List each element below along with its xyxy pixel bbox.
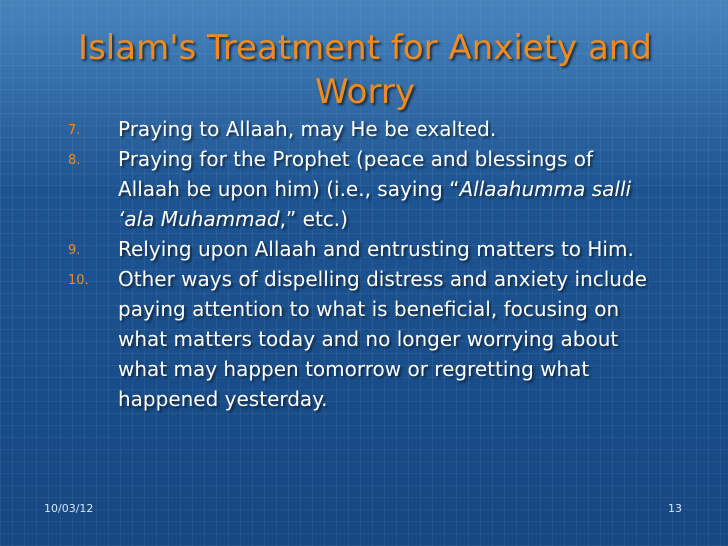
numbered-list <box>0 114 728 414</box>
item-text: Relying upon Allaah and entrusting matters to Him. <box>118 237 634 261</box>
item-number: 10. <box>68 273 89 288</box>
slide-title: Islam's Treatment for Anxiety and Worry <box>78 28 652 112</box>
item-number: 8. <box>68 153 81 168</box>
item-text <box>118 144 658 234</box>
list-item <box>0 114 728 144</box>
page-number: 13 <box>668 502 682 515</box>
item-number: 9. <box>68 243 81 258</box>
item-text-part: Praying for the Prophet (peace and blessings of Allaah be upon him) (i.e., saying “ <box>118 147 594 201</box>
item-number: 7. <box>68 123 81 138</box>
list-item <box>0 144 728 234</box>
footer-date: 10/03/12 <box>44 502 94 515</box>
item-text-part: ,” etc.) <box>279 207 348 231</box>
item-text: Praying to Allaah, may He be exalted. <box>118 117 497 141</box>
item-text-italic: Allaahumma salli ‘ala Muhammad <box>118 177 632 231</box>
list-item <box>0 264 728 414</box>
list-item <box>0 234 728 264</box>
item-text: Other ways of dispelling distress and anxiety include paying attention to what is beneficial, focusing on what matters today and no longer worrying about what may happen tomorrow or regretting what happened yesterday. <box>118 267 647 411</box>
